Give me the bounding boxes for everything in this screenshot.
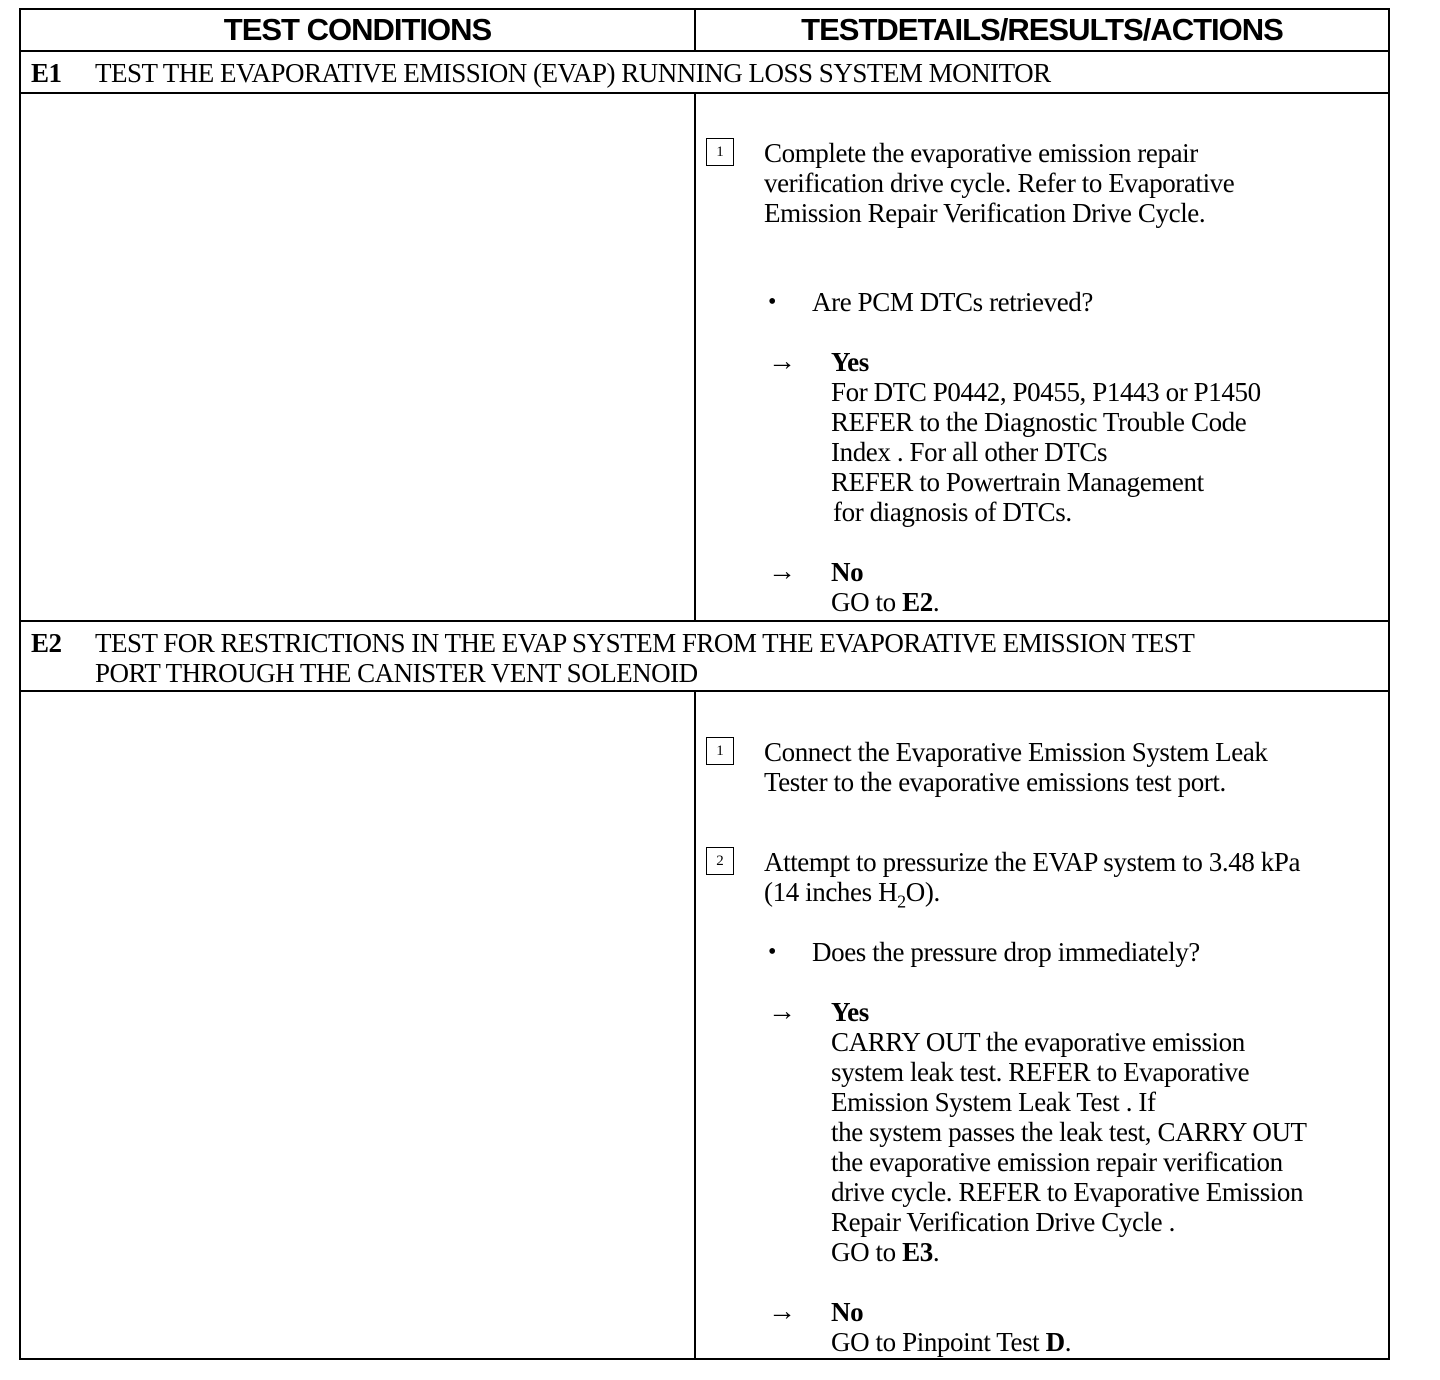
header-test-conditions: TEST CONDITIONS	[223, 12, 492, 47]
e2-column-divider	[694, 690, 696, 1360]
e2-title-line-2: PORT THROUGH THE CANISTER VENT SOLENOID	[95, 658, 698, 688]
e1-yes-label: Yes	[831, 347, 869, 377]
e2-yes-arrow-icon: →	[768, 996, 796, 1027]
e1-no-go-suffix: .	[932, 587, 940, 617]
e2-step-2-subscript: 2	[897, 891, 906, 912]
header-test-details: TESTDETAILS/RESULTS/ACTIONS	[801, 12, 1283, 47]
e1-yes-arrow-icon: →	[768, 346, 796, 377]
e2-no-label: No	[831, 1297, 864, 1327]
e2-yes-go-prefix: GO to	[831, 1237, 903, 1267]
e1-column-divider	[694, 92, 696, 620]
e1-yes-line-2: REFER to the Diagnostic Trouble Code	[831, 407, 1247, 437]
e2-step-1-line-2: Tester to the evaporative emissions test port.	[764, 767, 1226, 797]
e2-step-2-line-2-before: (14 inches H	[764, 877, 898, 907]
e2-question-bullet-icon: •	[768, 939, 777, 965]
e1-step-1-line-3: Emission Repair Verification Drive Cycle.	[764, 198, 1206, 228]
e2-yes-line-2: system leak test. REFER to Evaporative	[831, 1057, 1250, 1087]
e2-yes-line-1: CARRY OUT the evaporative emission	[831, 1027, 1245, 1057]
e1-yes-line-3: Index . For all other DTCs	[831, 437, 1108, 467]
e1-question-bullet-icon: •	[768, 289, 777, 315]
header-divider	[19, 50, 1390, 52]
e2-no-go-prefix: GO to Pinpoint Test	[831, 1327, 1046, 1357]
e1-no-action	[831, 587, 939, 617]
e1-title: TEST THE EVAPORATIVE EMISSION (EVAP) RUNNING LOSS SYSTEM MONITOR	[95, 58, 1051, 88]
e2-yes-line-3: Emission System Leak Test . If	[831, 1087, 1156, 1117]
e1-id: E1	[31, 58, 62, 88]
e1-yes-line-1: For DTC P0442, P0455, P1443 or P1450	[831, 377, 1261, 407]
e1-step-1-line-2: verification drive cycle. Refer to Evaporative	[764, 168, 1235, 198]
e2-step-2-line-2	[764, 877, 940, 912]
e1-no-go-prefix: GO to	[831, 587, 903, 617]
e2-yes-go-target: E3	[902, 1237, 933, 1267]
e2-no-go-suffix: .	[1064, 1327, 1072, 1357]
e2-yes-go-line	[831, 1237, 939, 1267]
e1-no-label: No	[831, 557, 864, 587]
e1-step-1-line-1: Complete the evaporative emission repair	[764, 138, 1198, 168]
e2-no-go-target: D	[1045, 1327, 1065, 1357]
e2-yes-go-suffix: .	[932, 1237, 940, 1267]
e1-body-divider	[19, 620, 1390, 622]
e2-question: Does the pressure drop immediately?	[812, 937, 1200, 967]
e2-yes-line-6: drive cycle. REFER to Evaporative Emission	[831, 1177, 1304, 1207]
e2-no-arrow-icon: →	[768, 1296, 796, 1327]
e2-yes-line-4: the system passes the leak test, CARRY OUT	[831, 1117, 1307, 1147]
e2-no-action	[831, 1327, 1071, 1357]
e2-yes-line-5: the evaporative emission repair verification	[831, 1147, 1283, 1177]
e2-id: E2	[31, 628, 62, 658]
e2-step-2-line-1: Attempt to pressurize the EVAP system to 3.48 kPa	[764, 847, 1301, 877]
e1-no-go-target: E2	[902, 587, 933, 617]
e1-no-arrow-icon: →	[768, 556, 796, 587]
e2-step-1-line-1: Connect the Evaporative Emission System Leak	[764, 737, 1268, 767]
e2-step-2-line-2-after: O).	[905, 877, 940, 907]
e1-yes-line-5: for diagnosis of DTCs.	[833, 497, 1072, 527]
e1-step-1-box: 1	[706, 138, 734, 166]
e2-yes-label: Yes	[831, 997, 869, 1027]
e1-yes-line-4: REFER to Powertrain Management	[831, 467, 1204, 497]
e2-step-1-box: 1	[706, 737, 734, 765]
e2-step-2-box: 2	[706, 847, 734, 875]
e2-title-line-1: TEST FOR RESTRICTIONS IN THE EVAP SYSTEM FROM THE EVAPORATIVE EMISSION TEST	[95, 628, 1195, 658]
e2-title-divider	[19, 690, 1390, 692]
e2-yes-line-7: Repair Verification Drive Cycle .	[831, 1207, 1175, 1237]
e1-title-divider	[19, 92, 1390, 94]
e1-question: Are PCM DTCs retrieved?	[812, 287, 1093, 317]
